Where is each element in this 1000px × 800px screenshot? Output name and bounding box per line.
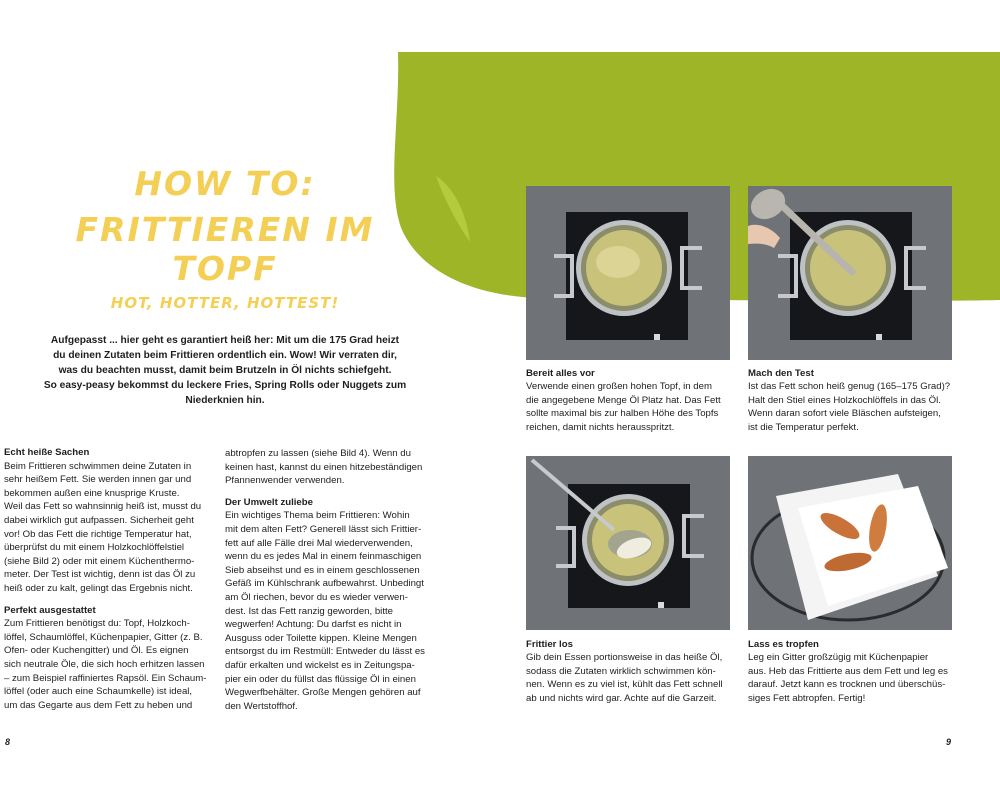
section-body: Zum Frittieren benötigst du: Topf, Holzkoch- löffel, Schaumlöffel, Küchenpapier, Gitter (z. B. Ofen- oder Kuchengitter) und Öl. Es eignen sich neutrale Öle, die sich hoch erhitzen lassen – zum Beispiel raffiniertes Rapsöl. Ein Schaum- löffel (oder auch eine Schaumkelle) ist ideal, um das Gegarte aus dem Fett zu heben und xyxy=(4,618,207,711)
headline-line-2: FRITTIEREN IM TOPF xyxy=(75,210,375,288)
intro-line: Aufgepasst ... hier geht es garantiert heiß her: Mit um die 175 Grad heizt xyxy=(50,335,400,346)
step-text: Verwende einen großen hohen Topf, in dem die angegebene Menge Öl Platz hat. Das Fett sollte maximal bis zur halben Höhe des Topfs reichen, damit nichts herausspritzt. xyxy=(526,381,721,433)
step-text: Ist das Fett schon heiß genug (165–175 Grad)? Halt den Stiel eines Holzkochlöffels in das Öl. Wenn daran sofort viele Bläschen aufsteigen, ist die Temperatur perfekt. xyxy=(748,381,951,433)
intro-line: Niederknien hin. xyxy=(185,395,265,406)
step-photo-draining xyxy=(748,456,952,630)
step-title: Lass es tropfen xyxy=(748,639,819,650)
section-heading: Perfekt ausgestattet xyxy=(4,604,96,616)
intro-line: du deinen Zutaten beim Frittieren ordentlich ein. Wow! Wir verraten dir, xyxy=(53,350,397,361)
step-title: Frittier los xyxy=(526,639,573,650)
text-column-right xyxy=(225,447,435,721)
section-body: Beim Frittieren schwimmen deine Zutaten in sehr heißem Fett. Sie werden innen gar und bekommen außen eine knusprige Kruste. Weil das Fett so wahnsinnig heiß ist, musst du dabei wirklich gut aufpassen. Sicherheit geht vor! Ob das Fett die richtige Temperatur hat, überprüfst du mit einem Holzkochlöffelstiel (siehe Bild 2) oder mit einem Küchenthermo- meter. Der Test ist wichtig, denn ist das Öl zu heiß oder zu kalt, gelingt das Ergebnis nicht. xyxy=(4,460,202,594)
section-body: Ein wichtiges Thema beim Frittieren: Wohin mit dem alten Fett? Generell lässt sich Frittier- fett auf alle Fälle drei Mal wiederverwenden, wenn du es jedes Mal in einem feinmaschigen Sieb abseihst und es in einem geschlossenen Gefäß im Kühlschrank aufbewahrst. Unbedingt am Öl riechen, bevor du es wieder verwen- dest. Ist das Fett ranzig geworden, bitte wegwerfen! Achtung: Du darfst es nicht in Ausguss oder Toilette kippen. Kleine Mengen entsorgst du im Restmüll: Entweder du lässt es dafür erkalten und wickelst es in Zeitungspa- pier ein oder du füllst das flüssige Öl in einen Wegwerfbehälter. Große Mengen gehören auf den Wertstoffhof. xyxy=(225,510,425,712)
step-caption-3 xyxy=(526,638,738,705)
text-column-left xyxy=(4,446,214,720)
section-heading: Echt heiße Sachen xyxy=(4,447,90,458)
step-title: Mach den Test xyxy=(748,368,814,379)
step-photo-frying xyxy=(526,456,730,630)
intro-paragraph xyxy=(30,333,420,408)
subheadline: HOT, HOTTER, HOTTEST! xyxy=(110,294,340,312)
step-caption-4 xyxy=(748,638,960,705)
page-number-left: 8 xyxy=(5,737,11,747)
step-text: Gib dein Essen portionsweise in das heiße Öl, sodass die Zutaten wirklich schwimmen kön- nen. Wenn es zu viel ist, kühlt das Fett schnell ab und nichts wird gar. Achte auf die Garzeit. xyxy=(526,652,723,704)
page-number-right: 9 xyxy=(946,737,952,747)
step-photo-pot-with-oil xyxy=(526,186,730,360)
section-body: abtropfen zu lassen (siehe Bild 4). Wenn du keinen hast, kannst du einen hitzebeständigen Pfannenwender verwenden. xyxy=(225,448,423,487)
step-title: Bereit alles vor xyxy=(526,368,595,379)
step-text: Leg ein Gitter großzügig mit Küchenpapier aus. Heb das Frittierte aus dem Fett und leg es darauf. Jetzt kann es trocknen und überschüs- siges Fett abtropfen. Fertig! xyxy=(748,652,948,704)
intro-line: was du beachten musst, damit beim Brutzeln in Öl nichts schiefgeht. xyxy=(58,365,392,376)
step-caption-2 xyxy=(748,367,960,434)
section-heading: Der Umwelt zuliebe xyxy=(225,496,313,508)
step-photo-wooden-spoon-test xyxy=(748,186,952,360)
intro-line: So easy-peasy bekommst du leckere Fries, Spring Rolls oder Nuggets zum xyxy=(43,380,407,391)
step-caption-1 xyxy=(526,367,738,434)
headline-line-1: HOW TO: xyxy=(134,164,316,203)
